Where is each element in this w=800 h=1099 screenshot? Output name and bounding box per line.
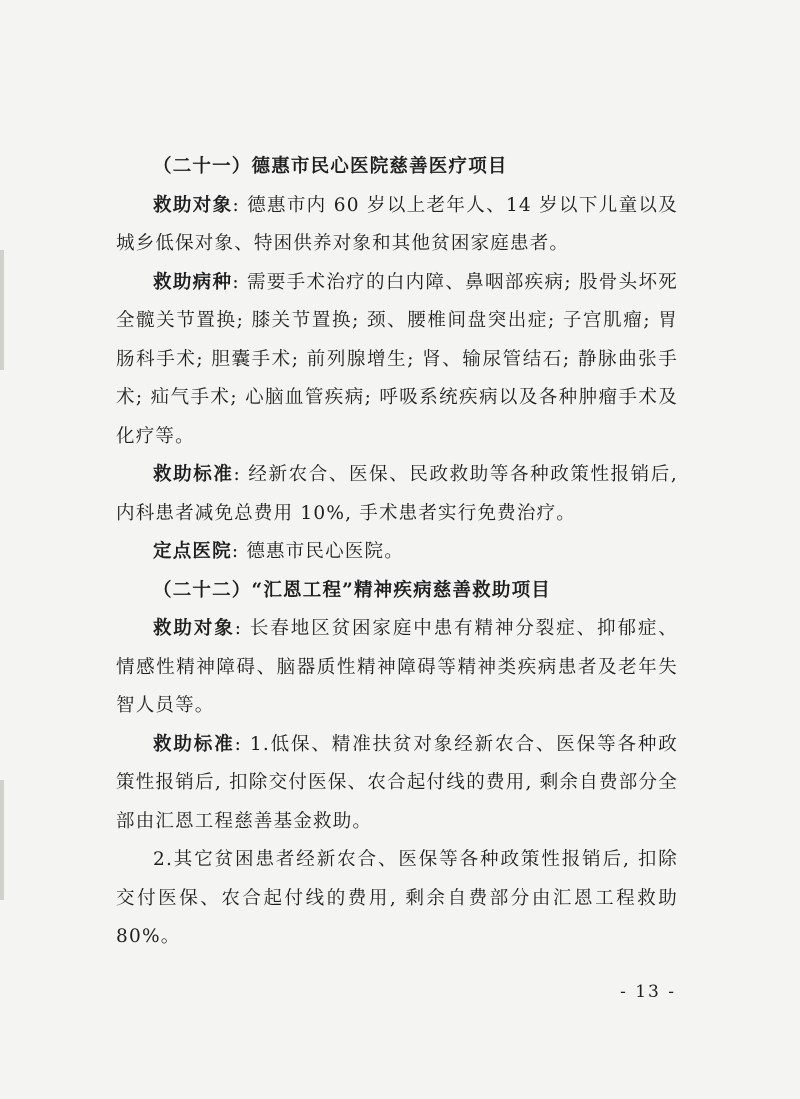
section-22-target-text: : 长春地区贫困家庭中患有精神分裂症、抑郁症、情感性精神障碍、脑器质性精神障碍等精神类疾病患者及老年失智人员等。 <box>116 618 678 716</box>
page-number: - 13 - <box>620 982 676 1002</box>
section-21-hospital-label: 定点医院 <box>153 541 232 562</box>
section-22-standard-text: : 1.低保、精准扶贫对象经新农合、医保等各种政策性报销后, 扣除交付医保、农合起付线的费用, 剩余自费部分全部由汇恩工程慈善基金救助。 <box>116 733 678 832</box>
section-21-target-text: : 德惠市内 60 岁以上老年人、14 岁以下儿童以及城乡低保对象、特困供养对象和其他贫困家庭患者。 <box>116 194 678 254</box>
scan-edge-mark <box>0 780 4 900</box>
document-body <box>116 148 678 957</box>
section-21-target-label: 救助对象 <box>153 194 233 216</box>
section-22-target-label: 救助对象 <box>153 618 235 639</box>
section-21-hospital-text: : 德惠市民心医院。 <box>231 541 404 562</box>
section-21-hospital-paragraph <box>116 533 678 572</box>
scan-edge-mark <box>0 250 4 370</box>
section-21-disease-paragraph <box>116 264 678 457</box>
section-22-standard-paragraph <box>116 726 678 842</box>
section-22-standard-label: 救助标准 <box>153 733 235 755</box>
section-22-standard-item-2: 2.其它贫困患者经新农合、医保等各种政策性报销后, 扣除交付医保、农合起付线的费用, 剩余自费部分由汇恩工程救助 80%。 <box>116 849 678 947</box>
section-21-standard-text: : 经新农合、医保、民政救助等各种政策性报销后, 内科患者减免总费用 10%, 手术患者实行免费治疗。 <box>116 464 678 524</box>
section-21-standard-paragraph <box>116 456 678 533</box>
section-22-target-paragraph <box>116 610 678 726</box>
section-21-heading: （二十一）德惠市民心医院慈善医疗项目 <box>153 156 508 177</box>
section-21-disease-text: : 需要手术治疗的白内障、鼻咽部疾病; 股骨头坏死全髋关节置换; 膝关节置换; 颈、腰椎间盘突出症; 子宫肌瘤; 胃肠科手术; 胆囊手术; 前列腺增生; 肾、输尿管结石; 静脉曲张手术; 疝气手术; 心脑血管疾病; 呼吸系统疾病以及各种肿瘤手术及化疗等。 <box>116 271 678 447</box>
section-21-disease-label: 救助病种 <box>153 271 233 293</box>
section-21-target-paragraph <box>116 187 678 264</box>
section-21-standard-label: 救助标准 <box>153 464 234 485</box>
section-22-heading: （二十二）“汇恩工程”精神疾病慈善救助项目 <box>153 579 551 601</box>
